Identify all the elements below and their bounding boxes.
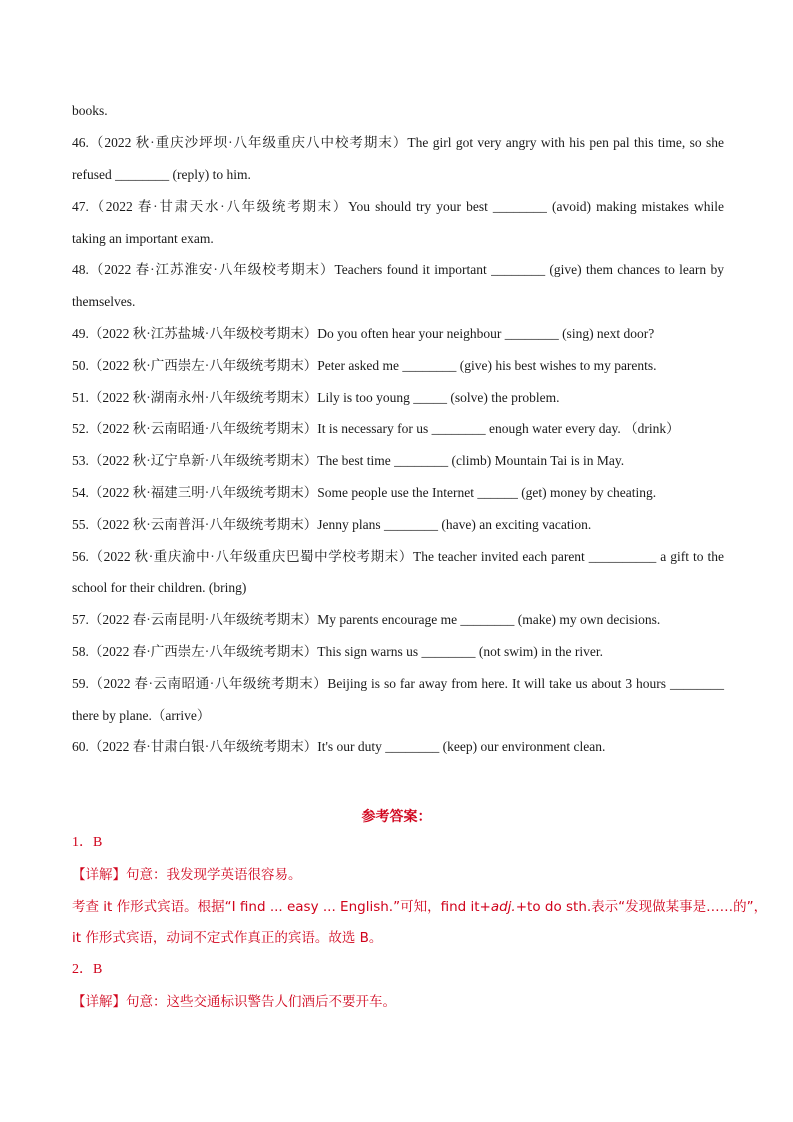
explanation-text: +to do sth.表示“发现做某事是……的”，	[515, 899, 768, 915]
question-59: 59.（2022 春·云南昭通·八年级统考期末）Beijing is so far away from here. It will take us about 3 hours ________	[72, 676, 724, 691]
question-line: there by plane.（arrive）	[72, 708, 211, 723]
question-57: 57.（2022 春·云南昆明·八年级统考期末）My parents encourage me ________ (make) my own decisions.	[72, 612, 661, 627]
explanation-tag: 【详解】	[72, 994, 126, 1010]
question-47: 47.（2022 春·甘肃天水·八年级统考期末）You should try your best ________ (avoid) making mistakes while	[72, 199, 724, 214]
answer-1-explanation-line-1	[72, 898, 768, 916]
question-51: 51.（2022 秋·湖南永州·八年级统考期末）Lily is too young _____ (solve) the problem.	[72, 390, 560, 405]
answer-1-explanation-line-2: it 作形式宾语，动词不定式作真正的宾语。故选 B。	[72, 930, 383, 946]
question-line: taking an important exam.	[72, 231, 214, 246]
question-58: 58.（2022 春·广西崇左·八年级统考期末）This sign warns us ________ (not swim) in the river.	[72, 644, 603, 659]
answer-1-meaning-line	[72, 866, 724, 884]
answers-heading: 参考答案：	[361, 809, 432, 825]
answer-2-meaning: 句意：这些交通标识警告人们酒后不要开车。	[126, 994, 396, 1010]
explanation-tag: 【详解】	[72, 867, 126, 883]
answer-1-meaning: 句意：我发现学英语很容易。	[126, 867, 302, 883]
question-line: school for their children. (bring)	[72, 580, 247, 595]
question-53: 53.（2022 秋·辽宁阜新·八年级统考期末）The best time ________ (climb) Mountain Tai is in May.	[72, 453, 625, 468]
question-line: themselves.	[72, 294, 136, 309]
answer-2-meaning-line	[72, 993, 724, 1011]
question-60: 60.（2022 春·甘肃白银·八年级统考期末）It's our duty ________ (keep) our environment clean.	[72, 739, 606, 754]
explanation-italic: adj.	[490, 899, 516, 915]
question-line: books.	[72, 103, 108, 118]
question-46: 46.（2022 秋·重庆沙坪坝·八年级重庆八中校考期末）The girl got very angry with his pen pal this time, so she	[72, 135, 724, 150]
question-54: 54.（2022 秋·福建三明·八年级统考期末）Some people use the Internet ______ (get) money by cheating.	[72, 485, 657, 500]
question-48: 48.（2022 春·江苏淮安·八年级校考期末）Teachers found it important ________ (give) them chances to learn by	[72, 262, 724, 277]
answer-2-number: 2．B	[72, 962, 103, 977]
question-49: 49.（2022 秋·江苏盐城·八年级校考期末）Do you often hear your neighbour ________ (sing) next door?	[72, 326, 655, 341]
explanation-text: 考查 it 作形式宾语。根据“I find ... easy ... English.”可知，find it+	[72, 899, 491, 915]
question-50: 50.（2022 秋·广西崇左·八年级统考期末）Peter asked me ________ (give) his best wishes to my parents.	[72, 358, 657, 373]
answer-1-number: 1．B	[72, 835, 103, 850]
question-56: 56.（2022 秋·重庆渝中·八年级重庆巴蜀中学校考期末）The teacher invited each parent __________ a gift to the	[72, 549, 724, 564]
question-55: 55.（2022 秋·云南普洱·八年级统考期末）Jenny plans ________ (have) an exciting vacation.	[72, 517, 592, 532]
question-52: 52.（2022 秋·云南昭通·八年级统考期末）It is necessary for us ________ enough water every day. （drink）	[72, 421, 680, 436]
question-line: refused ________ (reply) to him.	[72, 167, 251, 182]
